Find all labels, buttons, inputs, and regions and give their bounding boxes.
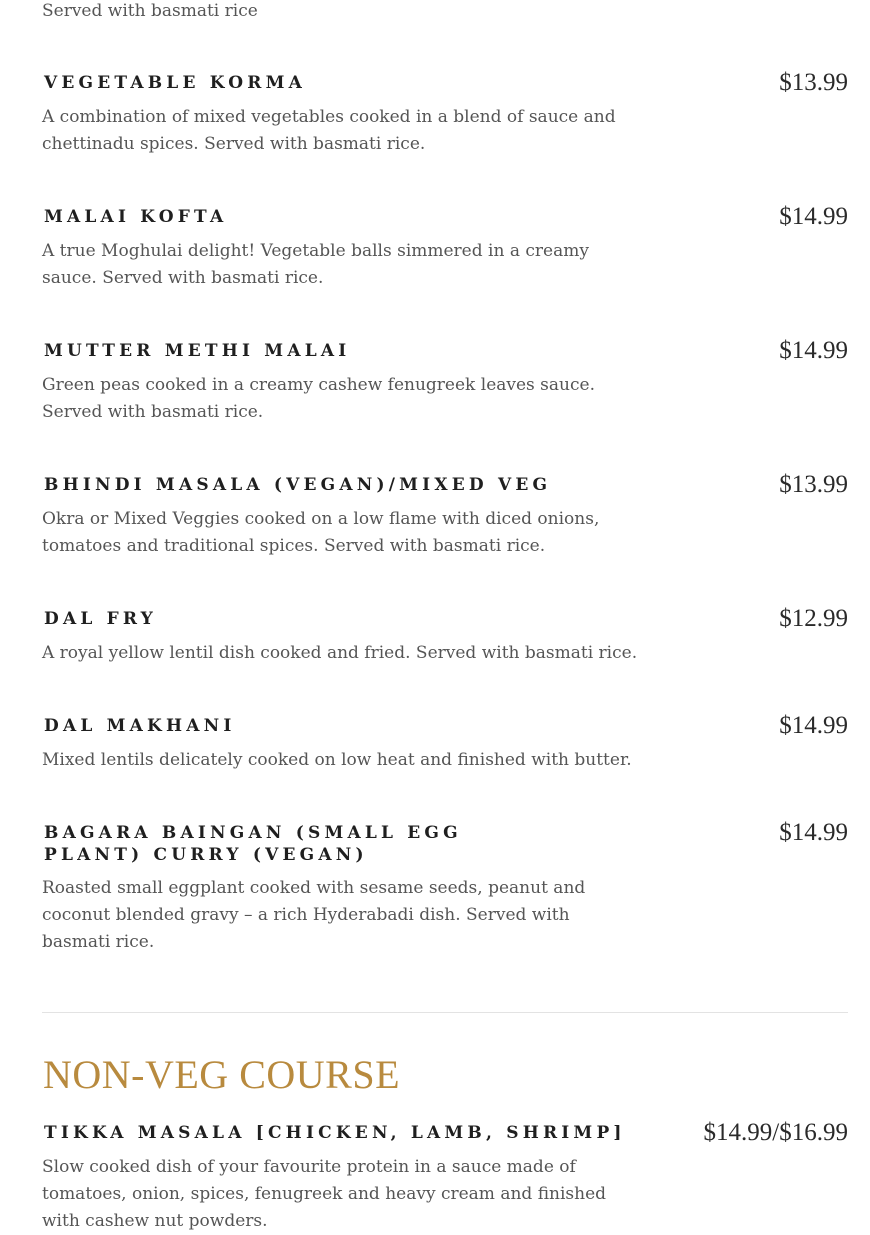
section-divider [42, 1012, 848, 1013]
menu-item-price: $14.99 [779, 203, 848, 230]
menu-item-name: MALAI KOFTA [44, 207, 228, 227]
menu-item-name: DAL MAKHANI [44, 716, 236, 736]
previous-item-description: Served with basmati rice [42, 1, 258, 21]
menu-item-description: Green peas cooked in a creamy cashew fenugreek leaves sauce. Served with basmati rice. [42, 375, 595, 422]
menu-item-name: BHINDI MASALA (VEGAN)/MIXED VEG [44, 475, 552, 495]
menu-item-price: $14.99 [779, 337, 848, 364]
menu-item-price: $14.99 [779, 819, 848, 846]
section-title-non-veg: NON-VEG COURSE [43, 1052, 400, 1097]
menu-item-name: MUTTER METHI MALAI [44, 341, 351, 361]
menu-item-price: $13.99 [779, 471, 848, 498]
menu-item-description: A true Moghulai delight! Vegetable balls simmered in a creamy sauce. Served with basmati rice. [42, 241, 589, 288]
menu-item-name: TIKKA MASALA [CHICKEN, LAMB, SHRIMP] [44, 1123, 626, 1143]
menu-item-description: A combination of mixed vegetables cooked in a blend of sauce and chettinadu spices. Served with basmati rice. [42, 107, 616, 154]
menu-item-name: DAL FRY [44, 609, 158, 629]
menu-item-price: $12.99 [779, 605, 848, 632]
menu-item-description: A royal yellow lentil dish cooked and fried. Served with basmati rice. [42, 643, 638, 663]
menu-item-price: $13.99 [779, 69, 848, 96]
menu-item-description: Roasted small eggplant cooked with sesame seeds, peanut and coconut blended gravy – a rich Hyderabadi dish. Served with basmati rice. [42, 878, 586, 952]
menu-item-price: $14.99 [779, 712, 848, 739]
menu-item-description: Okra or Mixed Veggies cooked on a low flame with diced onions, tomatoes and traditional spices. Served with basmati rice. [42, 509, 600, 556]
menu-item-description: Mixed lentils delicately cooked on low heat and finished with butter. [42, 750, 632, 770]
menu-item-name: VEGETABLE KORMA [44, 73, 306, 93]
menu-item-price: $14.99/$16.99 [703, 1119, 848, 1146]
menu-item-description: Slow cooked dish of your favourite protein in a sauce made of tomatoes, onion, spices, fenugreek and heavy cream and finished with cashew nut powders. [42, 1157, 607, 1231]
menu-item-name: BAGARA BAINGAN (SMALL EGG PLANT) CURRY (VEGAN) [44, 823, 462, 865]
